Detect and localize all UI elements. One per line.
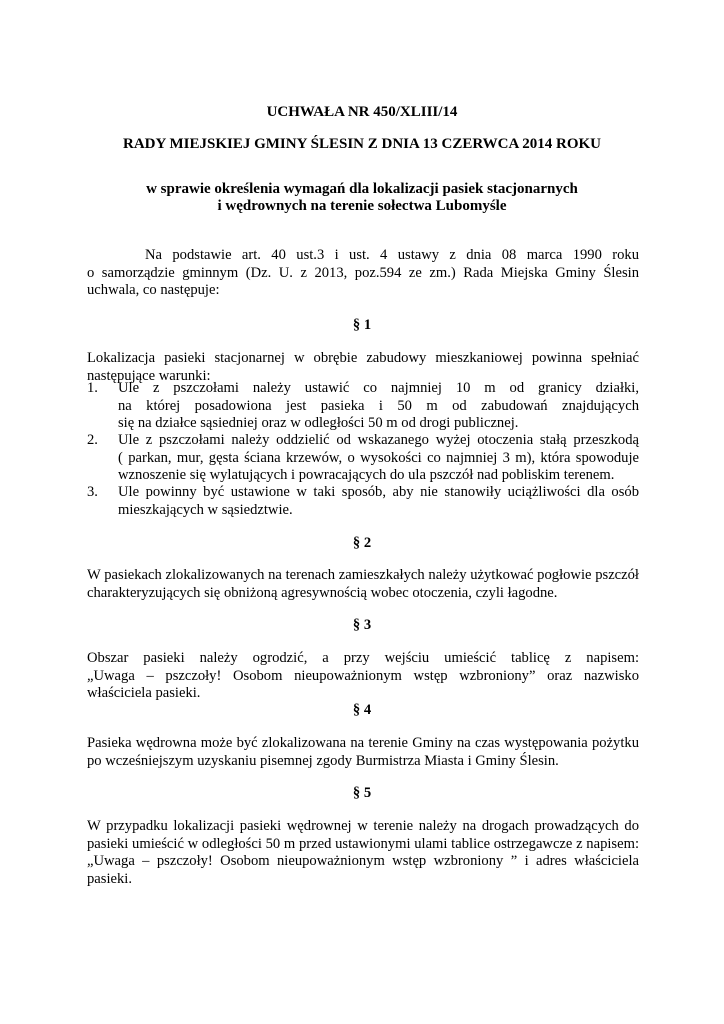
list-item-line: na której posadowiona jest pasieka i 50 m od zabudowań znajdujących [118, 397, 639, 414]
section-2-paragraph [87, 567, 639, 602]
preamble-line: Na podstawie art. 40 ust.3 i ust. 4 ustawy z dnia 08 marca 1990 roku [145, 247, 639, 263]
paragraph-line: W przypadku lokalizacji pasieki wędrownej w terenie należy na drogach prowadzących do [87, 818, 639, 834]
section-heading-2: § 2 [352, 535, 372, 551]
list-item-number: 2. [87, 432, 98, 448]
section-heading-5: § 5 [352, 785, 372, 801]
list-item-number: 3. [87, 484, 98, 500]
section-5-paragraph [87, 818, 639, 888]
list-item-line: ( parkan, mur, gęsta ściana krzewów, o wysokości co najmniej 3 m), która spowoduje [118, 449, 639, 466]
preamble-paragraph [87, 247, 639, 300]
preamble-line: o samorządzie gminnym (Dz. U. z 2013, poz.594 ze zm.) Rada Miejska Gminy Ślesin [87, 264, 639, 281]
resolution-number-title: UCHWAŁA NR 450/XLIII/14 [266, 104, 458, 120]
paragraph-line: W pasiekach zlokalizowanych na terenach zamieszkałych należy użytkować pogłowie pszczół [87, 567, 639, 583]
subject-line-2: i wędrownych na terenie sołectwa Lubomyśle [217, 198, 507, 214]
section-heading-3: § 3 [352, 617, 372, 633]
list-item-line: Ule powinny być ustawione w taki sposób, aby nie stanowiły uciążliwości dla osób [118, 484, 639, 500]
list-item-number: 1. [87, 380, 98, 396]
paragraph-line: pasieki umieścić w odległości 50 m przed ustawionymi ulami tablice ostrzegawcze z napisem: [87, 835, 639, 852]
section-heading-4: § 4 [352, 702, 372, 718]
list-item [87, 432, 639, 485]
paragraph-line: charakteryzujących się obniżoną agresywnością wobec otoczenia, czyli łagodne. [87, 584, 558, 601]
list-item-line: Ule z pszczołami należy ustawić co najmniej 10 m od granicy działki, [118, 380, 639, 396]
paragraph-line: Lokalizacja pasieki stacjonarnej w obrębie zabudowy mieszkaniowej powinna spełniać [87, 350, 639, 366]
paragraph-line: Pasieka wędrowna może być zlokalizowana na terenie Gminy na czas występowania pożytku [87, 735, 639, 751]
paragraph-line: po wcześniejszym uzyskaniu pisemnej zgody Burmistrza Miasta i Gminy Ślesin. [87, 752, 559, 769]
preamble-line: uchwala, co następuje: [87, 282, 220, 299]
paragraph-line: pasieki. [87, 870, 132, 887]
paragraph-line: „Uwaga – pszczoły! Osobom nieupoważnionym wstęp wzbroniony ” i adres właściciela [87, 853, 639, 870]
subject-line-1: w sprawie określenia wymagań dla lokalizacji pasiek stacjonarnych [146, 181, 578, 197]
paragraph-line: następujące warunki: [87, 367, 211, 384]
list-item-line: się na działce sąsiedniej oraz w odległości 50 m od drogi publicznej. [118, 415, 519, 432]
list-item-line: wznoszenie się wylatujących i powracających do ula pszczół nad pobliskim terenem. [118, 467, 615, 484]
list-item [87, 484, 639, 519]
paragraph-line: Obszar pasieki należy ogrodzić, a przy wejściu umieścić tablicę z napisem: [87, 650, 639, 666]
list-item-line: mieszkających w sąsiedztwie. [118, 501, 293, 518]
list-item-line: Ule z pszczołami należy oddzielić od wskazanego wyżej otoczenia stałą przeszkodą [118, 432, 639, 448]
section-heading-1: § 1 [352, 317, 372, 333]
section-3-paragraph [87, 650, 639, 703]
section-4-paragraph [87, 735, 639, 770]
paragraph-line: właściciela pasieki. [87, 685, 201, 702]
list-item [87, 380, 639, 433]
paragraph-line: „Uwaga – pszczoły! Osobom nieupoważnionym wstęp wzbroniony” oraz nazwisko [87, 667, 639, 684]
council-date-title: RADY MIEJSKIEJ GMINY ŚLESIN Z DNIA 13 CZERWCA 2014 ROKU [122, 136, 601, 152]
